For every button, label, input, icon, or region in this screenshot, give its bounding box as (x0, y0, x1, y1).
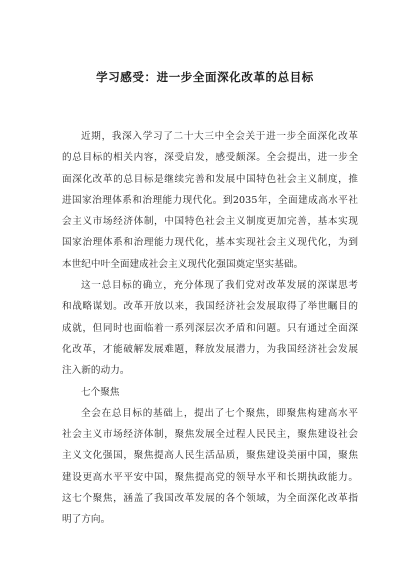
paragraph-line: 的总目标的相关内容，深受启发，感受颇深。全会提出，进一步全 (62, 152, 358, 164)
paragraph-line: 和战略谋划。改革开放以来，我国经济社会发展取得了举世瞩目的 (62, 301, 358, 313)
paragraph-line: 近期，我深入学习了二十大三中全会关于进一步全面深化改革 (81, 131, 358, 142)
section-heading: 七个聚焦 (81, 386, 120, 398)
paragraph-line: 全会在总目标的基础上，提出了七个聚焦，即聚焦构建高水平 (81, 407, 358, 419)
document-title: 学习感受：进一步全面深化改革的总目标 (96, 70, 314, 84)
paragraph-line: 本世纪中叶全面建成社会主义现代化强国奠定坚实基础。 (62, 258, 304, 270)
paragraph-line: 主义文化强国，聚焦提高人民生活品质，聚焦建设美丽中国，聚焦 (62, 450, 358, 462)
paragraph-line: 这七个聚焦，涵盖了我国改革发展的各个领域，为全面深化改革指 (62, 493, 358, 505)
paragraph-line: 化改革，才能破解发展难题，释放发展潜力，为我国经济社会发展 (62, 343, 358, 355)
paragraph-line: 国家治理体系和治理能力现代化，基本实现社会主义现代化，为到 (62, 237, 358, 249)
paragraph-line: 明了方向。 (62, 514, 111, 526)
paragraph-line: 会主义市场经济体制，中国特色社会主义制度更加完善，基本实现 (62, 216, 358, 228)
document-body (62, 126, 358, 531)
paragraph-line: 成就，但同时也面临着一系列深层次矛盾和问题。只有通过全面深 (62, 322, 358, 334)
paragraph-line: 这一总目标的确立，充分体现了我们党对改革发展的深谋思考 (81, 280, 358, 292)
paragraph-line: 社会主义市场经济体制，聚焦发展全过程人民民主，聚焦建设社会 (62, 429, 358, 441)
paragraph-line: 建设更高水平平安中国，聚焦提高党的领导水平和长期执政能力。 (62, 471, 358, 483)
paragraph-line: 面深化改革的总目标是继续完善和发展中国特色社会主义制度，推 (62, 173, 358, 185)
paragraph-line: 注入新的动力。 (62, 365, 130, 377)
paragraph-line: 进国家治理体系和治理能力现代化。到2035年，全面建成高水平社 (62, 194, 358, 206)
